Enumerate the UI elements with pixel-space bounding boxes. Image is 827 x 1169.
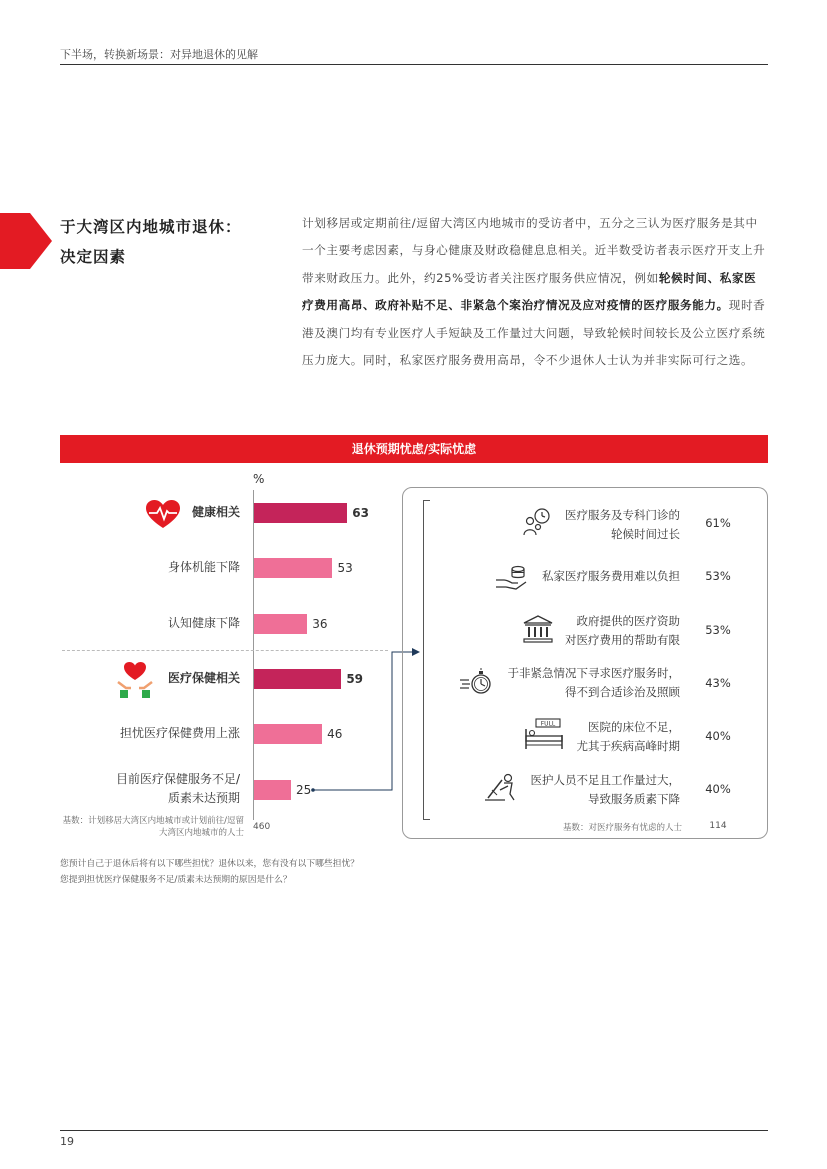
bar-value-label: 25 <box>296 783 312 797</box>
chart-banner: 退休预期忧虑/实际忧虑 <box>60 435 768 463</box>
category-label: 身体机能下降 <box>167 560 240 574</box>
concern-label: 医院的床位不足， 尤其于疾病高峰时期 <box>576 720 680 753</box>
concern-percent: 53% <box>705 623 731 637</box>
category-label: 认知健康下降 <box>167 616 240 630</box>
panel-base-count: 114 <box>709 821 727 831</box>
survey-questions: 您预计自己于退休后将有以下哪些担忧？退休以来，您有没有以下哪些担忧？ 您提到担忧医疗保健服务不足/质素未达预期的原因是什么？ <box>60 859 360 885</box>
bar <box>254 614 307 634</box>
section-title: 于大湾区内地城市退休： 决定因素 <box>60 218 242 266</box>
panel-base-note: 基数：对医疗服务有忧虑的人士 <box>562 823 682 833</box>
bar-value-label: 63 <box>352 506 369 520</box>
concern-percent: 40% <box>705 729 731 743</box>
bed-full-sign: FULL <box>540 720 556 728</box>
bar-value-label: 46 <box>327 727 343 741</box>
category-label: 担忧医疗保健费用上涨 <box>119 726 240 740</box>
bar <box>254 503 347 523</box>
concern-percent: 61% <box>705 516 731 530</box>
bar-value-label: 53 <box>337 561 353 575</box>
base-count: 460 <box>253 822 271 832</box>
concern-label: 医疗服务及专科门诊的 轮候时间过长 <box>565 508 680 541</box>
concern-label: 医护人员不足且工作量过大， 导致服务质素下降 <box>530 773 680 806</box>
unit-label: % <box>253 472 265 486</box>
concern-label: 政府提供的医疗资助 对医疗费用的帮助有限 <box>565 614 680 647</box>
concern-label: 私家医疗服务费用难以负担 <box>542 569 680 583</box>
concern-percent: 53% <box>705 569 731 583</box>
panel-bracket <box>423 500 430 820</box>
category-label: 目前医疗保健服务不足/ 质素未达预期 <box>115 772 240 805</box>
category-label: 医疗保健相关 <box>167 671 240 685</box>
bar-value-label: 36 <box>312 617 328 631</box>
section-paragraph: 计划移居或定期前往/逗留大湾区内地城市的受访者中，五分之三认为医疗服务是其中一个主要考虑因素，与身心健康及财政稳健息息相关。近半数受访者表示医疗开支上升带来财政压力。此外，约25%受访者关注医疗服务供应情况，例如轮候时间、私家医疗费用高昂、政府补贴不足、非紧急个案治疗情况及应对疫情的医疗服务能力。现时香港及澳门均有专业医疗人手短缺及工作量过大问题，导致轮候时间较长及公立医疗系统压力庞大。同时，私家医疗服务费用高昂，令不少退休人士认为并非实际可行之选。 <box>302 216 766 368</box>
bar <box>254 558 332 578</box>
header-rule <box>60 64 768 65</box>
concern-percent: 43% <box>705 676 731 690</box>
bar-value-label: 59 <box>346 672 364 686</box>
page-number: 19 <box>60 1135 74 1148</box>
bar-axis <box>253 490 254 820</box>
bar <box>254 780 291 800</box>
category-label: 健康相关 <box>191 505 240 519</box>
section-marker-icon <box>0 213 52 269</box>
base-note: 基数：计划移居大湾区内地城市或计划前往/逗留大湾区内地城市的人士 <box>62 816 244 838</box>
concern-percent: 40% <box>705 782 731 796</box>
footer-rule <box>60 1130 768 1131</box>
concern-label: 于非紧急情况下寻求医疗服务时， 得不到合适诊治及照顾 <box>507 666 680 699</box>
running-header: 下半场，转换新场景：对异地退休的见解 <box>60 48 258 61</box>
